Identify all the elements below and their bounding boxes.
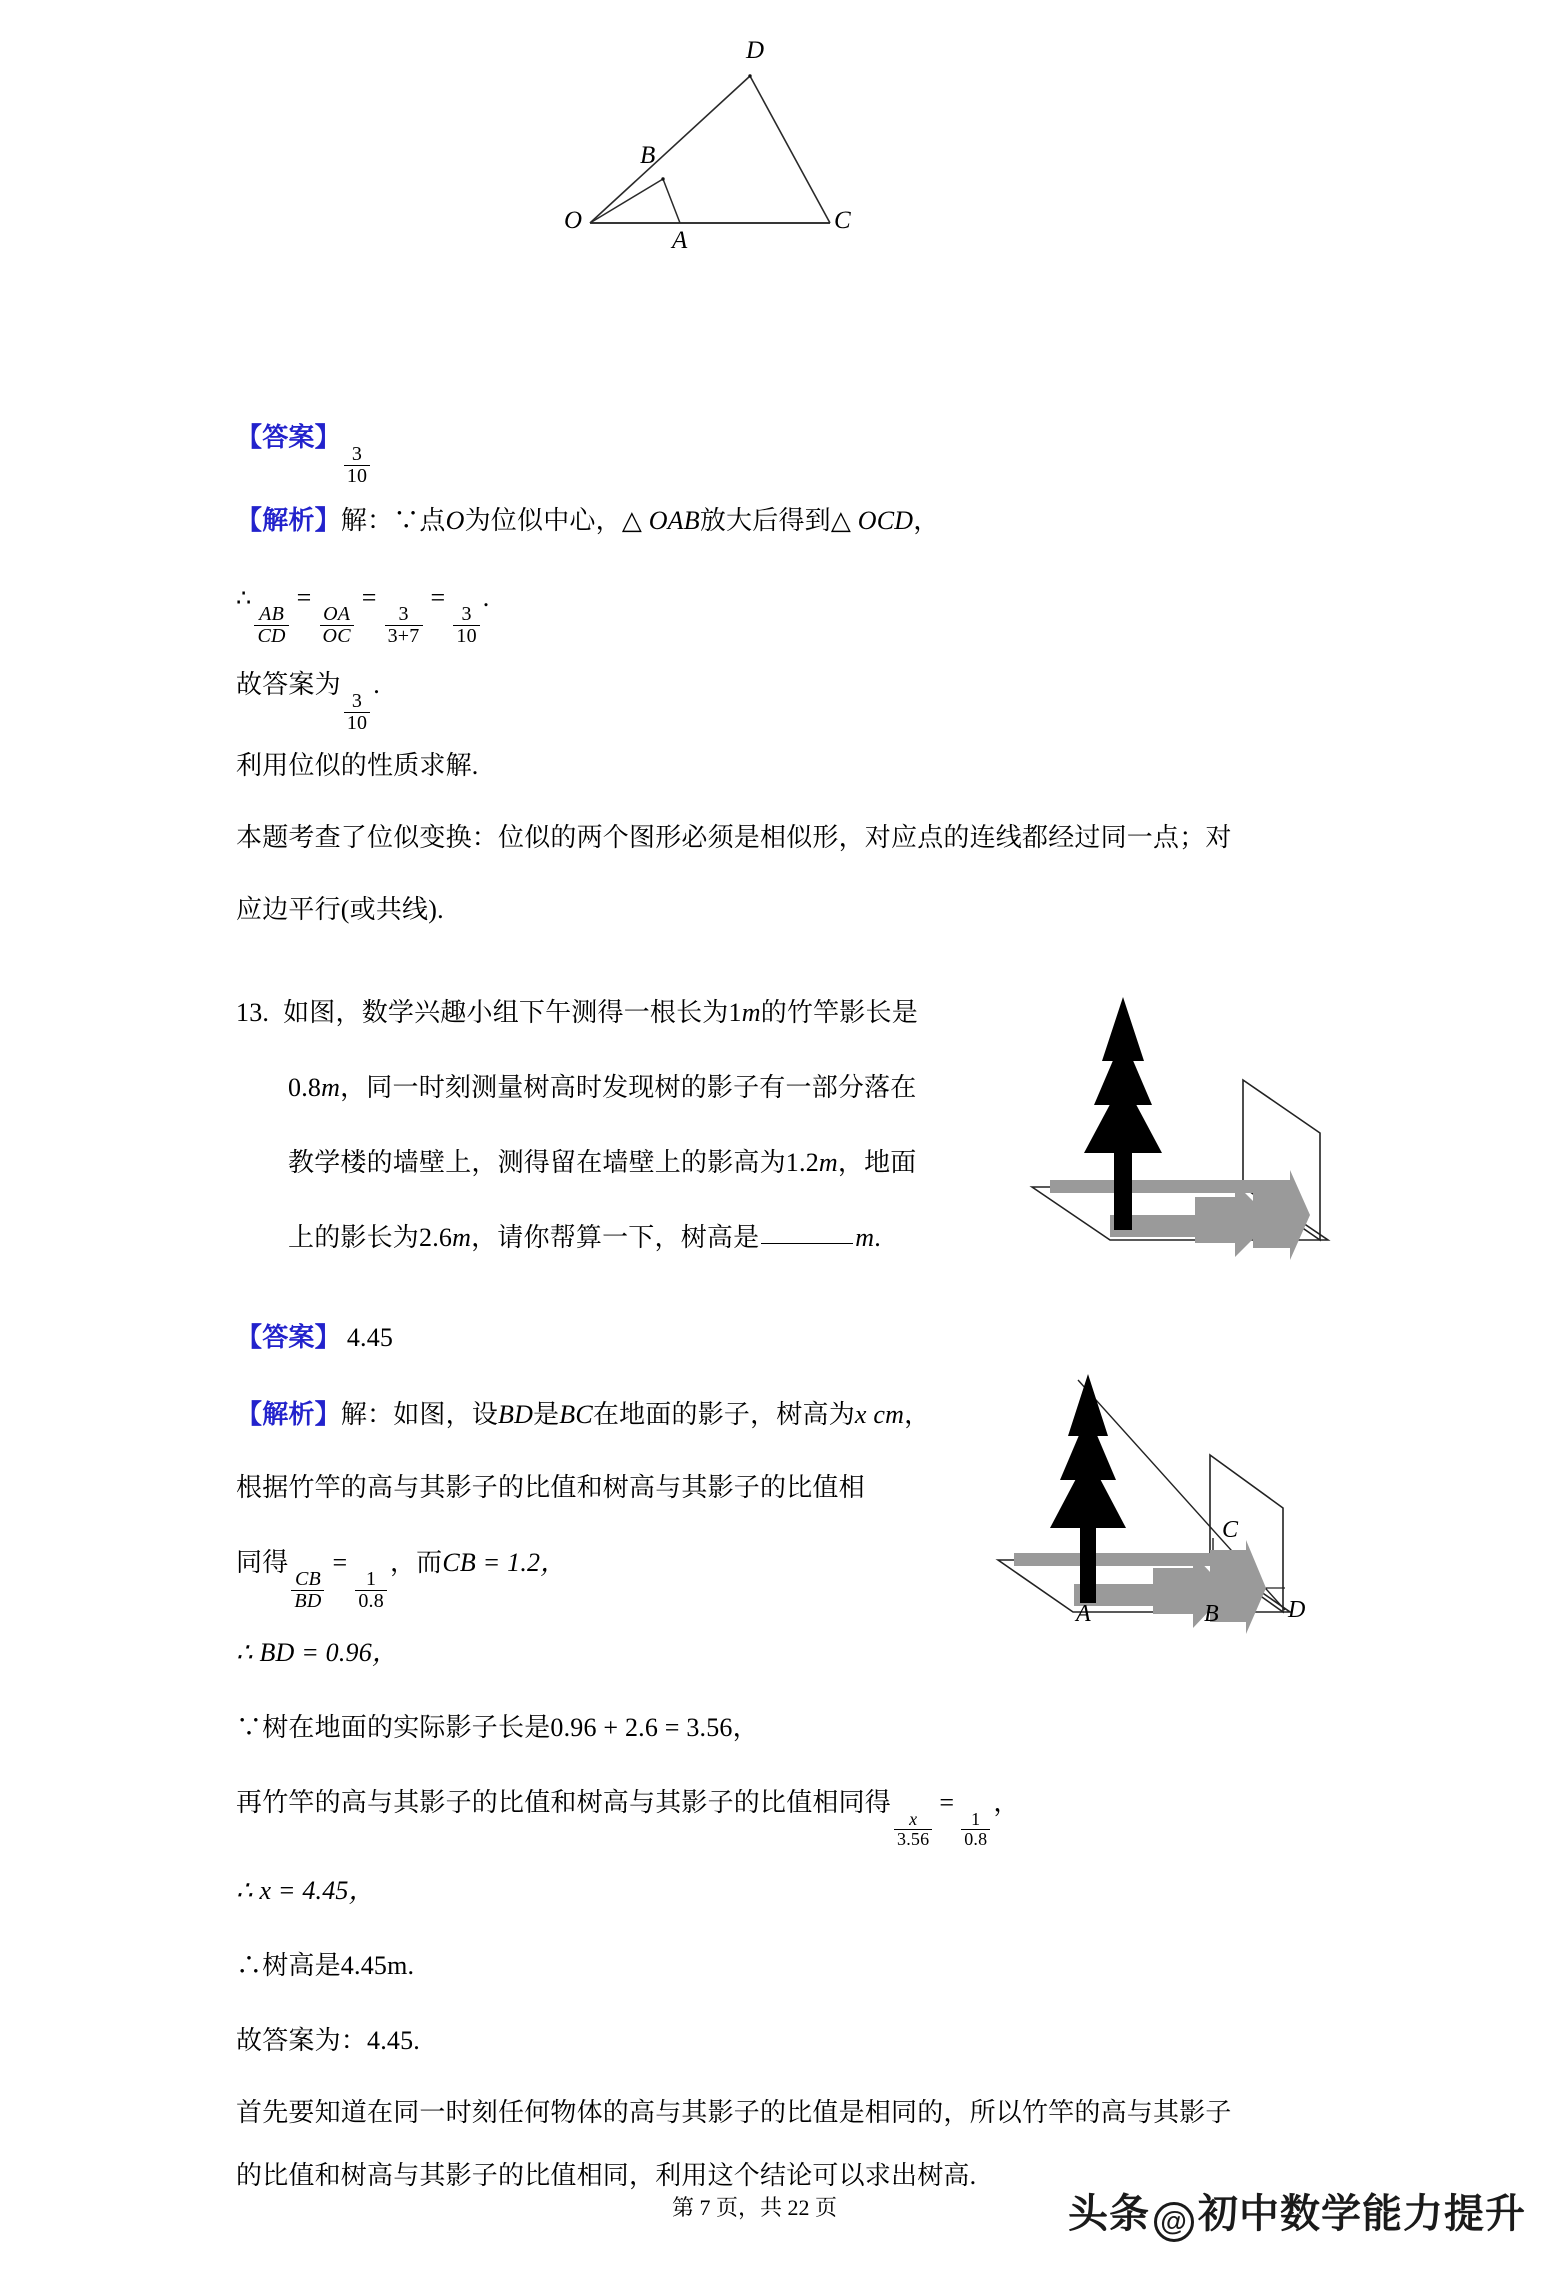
equals-1: =	[296, 583, 312, 612]
segment-BC: BC	[559, 1400, 593, 1429]
tree-trunk	[1080, 1525, 1096, 1603]
tree-shadow-labeled-svg	[978, 1360, 1328, 1650]
fraction-numerator: 3	[351, 443, 363, 466]
fraction-numerator: CB	[294, 1568, 321, 1591]
point-label-D: D	[1288, 1597, 1306, 1623]
fraction-3-over-10	[453, 604, 479, 646]
q13-unit-m-5: m	[855, 1223, 875, 1252]
eq1-prefix: 同得	[236, 1548, 289, 1577]
eq1-mid: ，而	[389, 1548, 443, 1577]
segment-BD: BD	[498, 1400, 534, 1429]
analysis-triangle-OCD: △ OCD	[830, 506, 914, 535]
q12-answer-row	[236, 425, 373, 486]
point-label-C: C	[1222, 1517, 1239, 1543]
q13-text-1b: 的竹竿影长是	[760, 998, 918, 1027]
conclusion-prefix: 故答案为	[236, 670, 341, 699]
fraction-denominator: 3+7	[385, 625, 423, 646]
q13-summary-line-2: 的比值和树高与其影子的比值相同，利用这个结论可以求出树高.	[236, 2161, 977, 2190]
conclusion-fraction	[344, 691, 370, 733]
analysis-tag: 【解析】	[236, 1400, 341, 1429]
q13-analysis-b: 是	[533, 1400, 560, 1429]
shadow-band-top	[1050, 1180, 1255, 1193]
shadow-band-top	[1014, 1553, 1216, 1566]
fraction-denominator: 3.56	[894, 1829, 932, 1848]
fraction-numerator: OA	[323, 603, 351, 626]
fraction-3-over-3plus7	[385, 604, 423, 646]
period: .	[482, 583, 490, 612]
eq1-tail: CB = 1.2，	[442, 1548, 567, 1577]
eq3-tail: ，	[993, 1788, 1020, 1817]
fraction-ab-cd	[254, 604, 288, 646]
watermark	[1068, 2182, 1526, 2242]
point-label-C: C	[834, 207, 851, 234]
equals-sign: =	[332, 1548, 348, 1577]
fraction-denominator: 10	[453, 625, 479, 646]
similar-triangles-diagram	[560, 37, 980, 270]
q13-shadow-sum-line: ∵树在地面的实际影子长是0.96 + 2.6 = 3.56，	[236, 1713, 759, 1742]
q13-text-4end: .	[874, 1223, 881, 1252]
q13-text-2b: ，同一时刻测量树高时发现树的影子有一部分落在	[340, 1073, 917, 1102]
fraction-numerator: AB	[259, 603, 284, 626]
point-label-D: D	[746, 37, 765, 64]
point-label-O: O	[564, 207, 583, 234]
q13-text-1a: 如图，数学兴趣小组下午测得一根长为1	[283, 998, 742, 1027]
q12-summary-line-1: 本题考查了位似变换：位似的两个图形必须是相似形，对应点的连线都经过同一点；对	[236, 823, 1232, 852]
tree-bottom-tier	[1084, 1080, 1162, 1153]
footer-page-number: 第 7 页，共 22 页	[672, 2195, 838, 2220]
watermark-name: 初中数学能力提升	[1198, 2192, 1526, 2236]
answer-tag: 【答案】	[236, 1323, 341, 1352]
watermark-prefix: 头条	[1068, 2192, 1150, 2236]
q13-problem-line-3	[288, 1150, 917, 1176]
fraction-cb-bd	[291, 1569, 324, 1611]
analysis-text-c: 为位似中心，	[464, 506, 622, 535]
q13-equation-2: ∴ BD = 0.96，	[236, 1638, 399, 1667]
point-label-A: A	[1076, 1601, 1091, 1627]
tree-shadow-wall-labeled-illustration	[978, 1360, 1328, 1650]
q12-summary-line-2: 应边平行(或共线).	[236, 895, 444, 924]
q13-equation-4: ∴ x = 4.45，	[236, 1876, 375, 1905]
equals-sign: =	[939, 1788, 955, 1817]
equals-3: =	[430, 583, 446, 612]
analysis-tag: 【解析】	[236, 506, 341, 535]
q13-answer-row	[236, 1325, 393, 1351]
analysis-triangle-OAB: △ OAB	[621, 506, 700, 535]
q13-text-3a: 教学楼的墙壁上，测得留在墙壁上的影高为1.2	[288, 1148, 819, 1177]
similar-triangles-svg	[560, 37, 980, 270]
q13-summary-line-1: 首先要知道在同一时刻任何物体的高与其影子的比值是相同的，所以竹竿的高与其影子	[236, 2098, 1232, 2127]
equals-2: =	[361, 583, 377, 612]
fraction-oa-oc	[320, 604, 354, 646]
fraction-numerator: x	[909, 1809, 918, 1830]
fraction-denominator: OC	[320, 625, 354, 646]
q13-unit-m-2: m	[321, 1073, 341, 1102]
q13-analysis-line-2: 根据竹竿的高与其影子的比值和树高与其影子的比值相	[236, 1473, 865, 1502]
tree-bottom-tier	[1050, 1456, 1126, 1528]
q13-problem-line-1	[236, 1000, 918, 1026]
q13-equation-3	[236, 1790, 1020, 1848]
q13-problem-line-2	[288, 1075, 917, 1101]
q13-text-4a: 上的影长为2.6	[288, 1223, 453, 1252]
variable-x-cm: x cm	[854, 1400, 905, 1429]
q13-text-4b: ，请你帮算一下，树高是	[471, 1223, 760, 1252]
q13-unit-m-4: m	[452, 1223, 472, 1252]
q13-analysis-c: 在地面的影子，树高为	[592, 1400, 855, 1429]
q13-unit-m-3: m	[818, 1148, 838, 1177]
fraction-numerator: 3	[461, 603, 472, 626]
tree-shadow-svg	[1010, 975, 1340, 1265]
q13-analysis-a: 解：如图，设	[340, 1400, 499, 1429]
tree-trunk	[1114, 1150, 1132, 1230]
at-icon: @	[1154, 2202, 1194, 2242]
q13-answer-value: 4.45	[346, 1323, 394, 1352]
fraction-numerator: 3	[398, 603, 409, 626]
fraction-numerator: 1	[971, 1809, 981, 1830]
point-label-B: B	[640, 142, 656, 169]
fraction-denominator: BD	[291, 1590, 324, 1611]
analysis-text-d: 放大后得到	[699, 506, 831, 535]
analysis-text-a: 解：	[340, 506, 394, 535]
analysis-text-e: ，	[913, 506, 940, 535]
therefore-symbol: ∴	[236, 586, 252, 612]
analysis-text-b: ∵点	[393, 506, 446, 535]
fraction-numerator: 1	[366, 1568, 377, 1591]
fraction-denominator: 10	[344, 465, 370, 486]
q13-text-2a: 0.8	[288, 1073, 322, 1102]
fraction-1-over-08	[961, 1810, 990, 1848]
q12-answer-fraction	[344, 444, 370, 486]
fraction-x-over-356	[894, 1810, 932, 1848]
q12-method-line: 利用位似的性质求解.	[236, 751, 479, 780]
q13-equation-5: ∴树高是4.45m.	[236, 1951, 415, 1980]
fraction-denominator: CD	[254, 625, 288, 646]
fraction-numerator: 3	[351, 690, 363, 713]
shadow-arrow-2	[1253, 1170, 1310, 1260]
q13-conclusion: 故答案为：4.45.	[236, 2026, 421, 2055]
q13-analysis-line-1	[236, 1402, 930, 1428]
fraction-1-over-08	[355, 1569, 387, 1611]
point-label-A: A	[672, 227, 688, 254]
tree-shadow-wall-illustration	[1010, 975, 1340, 1265]
q12-analysis-line-1	[236, 508, 939, 534]
answer-tag: 【答案】	[236, 423, 341, 452]
q12-conclusion	[236, 672, 380, 733]
q13-analysis-d: ，	[904, 1400, 931, 1429]
fraction-denominator: 0.8	[355, 1590, 387, 1611]
eq3-prefix: 再竹竿的高与其影子的比值和树高与其影子的比值相同得	[236, 1788, 892, 1817]
answer-blank-field[interactable]	[761, 1243, 853, 1244]
q13-text-3b: ，地面	[837, 1148, 917, 1177]
fraction-denominator: 10	[344, 712, 370, 733]
analysis-point-O: O	[445, 506, 465, 535]
q12-equation	[236, 585, 489, 646]
conclusion-suffix: .	[373, 670, 380, 699]
point-label-B: B	[1204, 1601, 1219, 1627]
q13-problem-line-4	[288, 1225, 881, 1251]
question-number: 13.	[236, 998, 270, 1027]
fraction-denominator: 0.8	[961, 1829, 990, 1848]
q13-unit-m-1: m	[741, 998, 761, 1027]
q13-equation-1	[236, 1550, 566, 1611]
